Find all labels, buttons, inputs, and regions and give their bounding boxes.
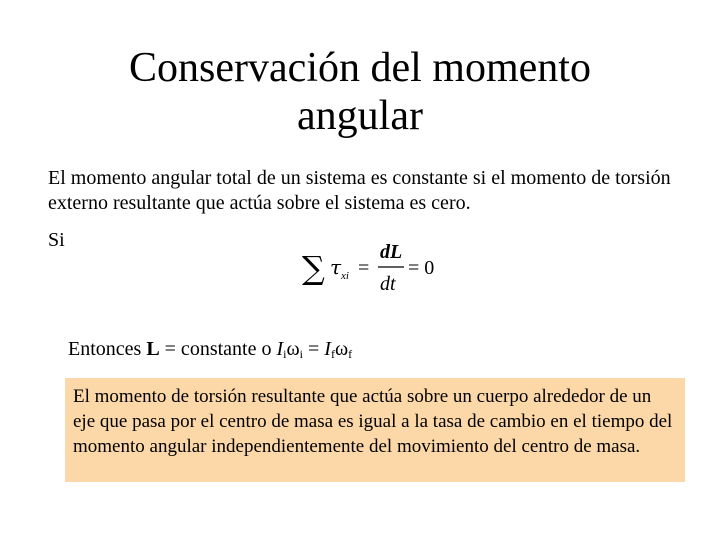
tau-symbol: τ [330, 255, 342, 279]
page-title [0, 44, 720, 140]
inertia-initial: I [276, 338, 284, 360]
equals-zero: = 0 [408, 257, 435, 279]
derivative-numerator: dL [380, 241, 403, 263]
sum-symbol: ∑ [302, 249, 325, 287]
statement-paragraph: El momento angular total de un sistema es constante si el momento de torsión externo resultante que actúa sobre el sistema es cero. [48, 167, 671, 214]
tau-subscript: xi [341, 270, 349, 282]
omega-final: ω [334, 338, 349, 360]
highlight-text: El momento de torsión resultante que actúa sobre un cuerpo alrededor de un eje que pasa por el centro de masa es igual a la tasa de cambio en el tiempo del momento angular independientemente del movimiento del centro de masa. [73, 386, 673, 457]
equals-text: = [303, 338, 325, 360]
inertia-final: I [324, 338, 331, 360]
subscript-i-2: i [299, 347, 303, 361]
conclusion-prefix: Entonces [68, 338, 147, 360]
title-line-2: angular [297, 93, 423, 139]
conclusion-line [68, 337, 352, 366]
omega-initial: ω [286, 338, 300, 360]
subscript-i-1: i [283, 347, 287, 361]
equals-sign-1: = [358, 257, 370, 279]
si-label: Si [48, 229, 65, 251]
derivative-denominator: dt [380, 273, 396, 295]
subscript-f-2: f [348, 347, 353, 361]
highlight-box [65, 378, 685, 482]
conclusion-middle: = constante o [159, 338, 277, 360]
subscript-f-1: f [330, 347, 335, 361]
torque-equation [300, 236, 450, 296]
angular-momentum-symbol: L [146, 338, 160, 360]
title-line-1: Conservación del momento [129, 45, 591, 91]
